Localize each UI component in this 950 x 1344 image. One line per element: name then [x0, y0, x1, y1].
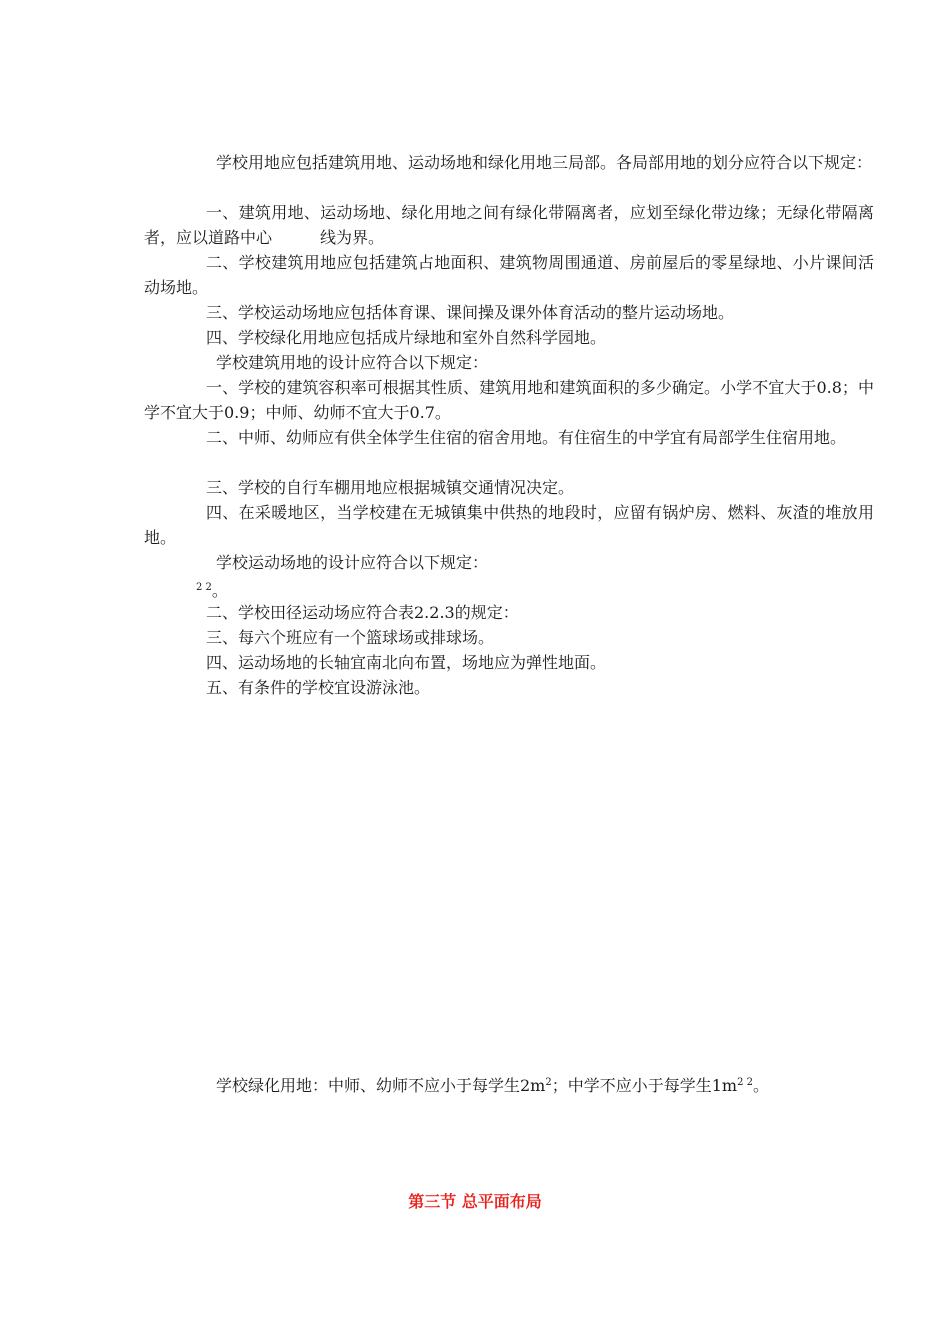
building-item-4: 四、在采暖地区，当学校建在无城镇集中供热的地段时，应留有锅炉房、燃料、灰渣的堆放用地。	[144, 503, 874, 547]
site-item-4: 四、学校绿化用地应包括成片绿地和室外自然科学园地。	[206, 328, 607, 347]
site-item-1	[144, 200, 874, 250]
building-item-2: 二、中师、幼师应有供全体学生住宿的宿舍用地。有住宿生的中学宜有局部学生住宿用地。	[206, 428, 847, 447]
superscript-fragment: 2 2	[196, 582, 212, 593]
green-line-mid: ；中学不应小于每学生1m	[551, 1076, 738, 1095]
sports-intro-paragraph: 学校运动场地的设计应符合以下规定：	[216, 553, 489, 572]
building-item-1: 一、学校的建筑容积率可根据其性质、建筑用地和建筑面积的多少确定。小学不宜大于0.8；中学不宜大于0.9；中师、幼师不宜大于0.7。	[144, 378, 874, 422]
green-line-end: 。	[753, 1076, 770, 1095]
building-item-3: 三、学校的自行车棚用地应根据城镇交通情况决定。	[206, 478, 575, 497]
site-item-1-text: 一、建筑用地、运动场地、绿化用地之间有绿化带隔离者，应划至绿化带边缘；无绿化带隔离者，应以道路中心	[144, 203, 874, 247]
sports-item-3: 三、每六个班应有一个篮球场或排球场。	[206, 628, 495, 647]
green-line-main: 学校绿化用地：中师、幼师不应小于每学生2m	[216, 1076, 546, 1095]
green-land-paragraph	[144, 1070, 874, 1098]
sports-item-4: 四、运动场地的长轴宜南北向布置，场地应为弹性地面。	[206, 653, 607, 672]
sports-item-5: 五、有条件的学校宜设游泳池。	[206, 678, 431, 697]
section-heading: 第三节 总平面布局	[408, 1192, 542, 1211]
building-intro-paragraph: 学校建筑用地的设计应符合以下规定：	[216, 353, 489, 372]
site-item-2: 二、学校建筑用地应包括建筑占地面积、建筑物周围通道、房前屋后的零星绿地、小片课间活动场地。	[144, 253, 874, 297]
site-intro-paragraph: 学校用地应包括建筑用地、运动场地和绿化用地三局部。各局部用地的划分应符合以下规定：	[216, 153, 873, 172]
site-item-3: 三、学校运动场地应包括体育课、课间操及课外体育活动的整片运动场地。	[206, 303, 735, 322]
green-line-sup-1: 2	[545, 1077, 552, 1088]
sports-item-1-fragment	[196, 575, 396, 603]
sports-item-2: 二、学校田径运动场应符合表2.2.3的规定：	[206, 603, 519, 622]
site-item-1-tail: 线为界。	[320, 228, 385, 247]
green-line-sup-2: 2 2	[737, 1077, 753, 1088]
fragment-end: 。	[211, 581, 228, 600]
